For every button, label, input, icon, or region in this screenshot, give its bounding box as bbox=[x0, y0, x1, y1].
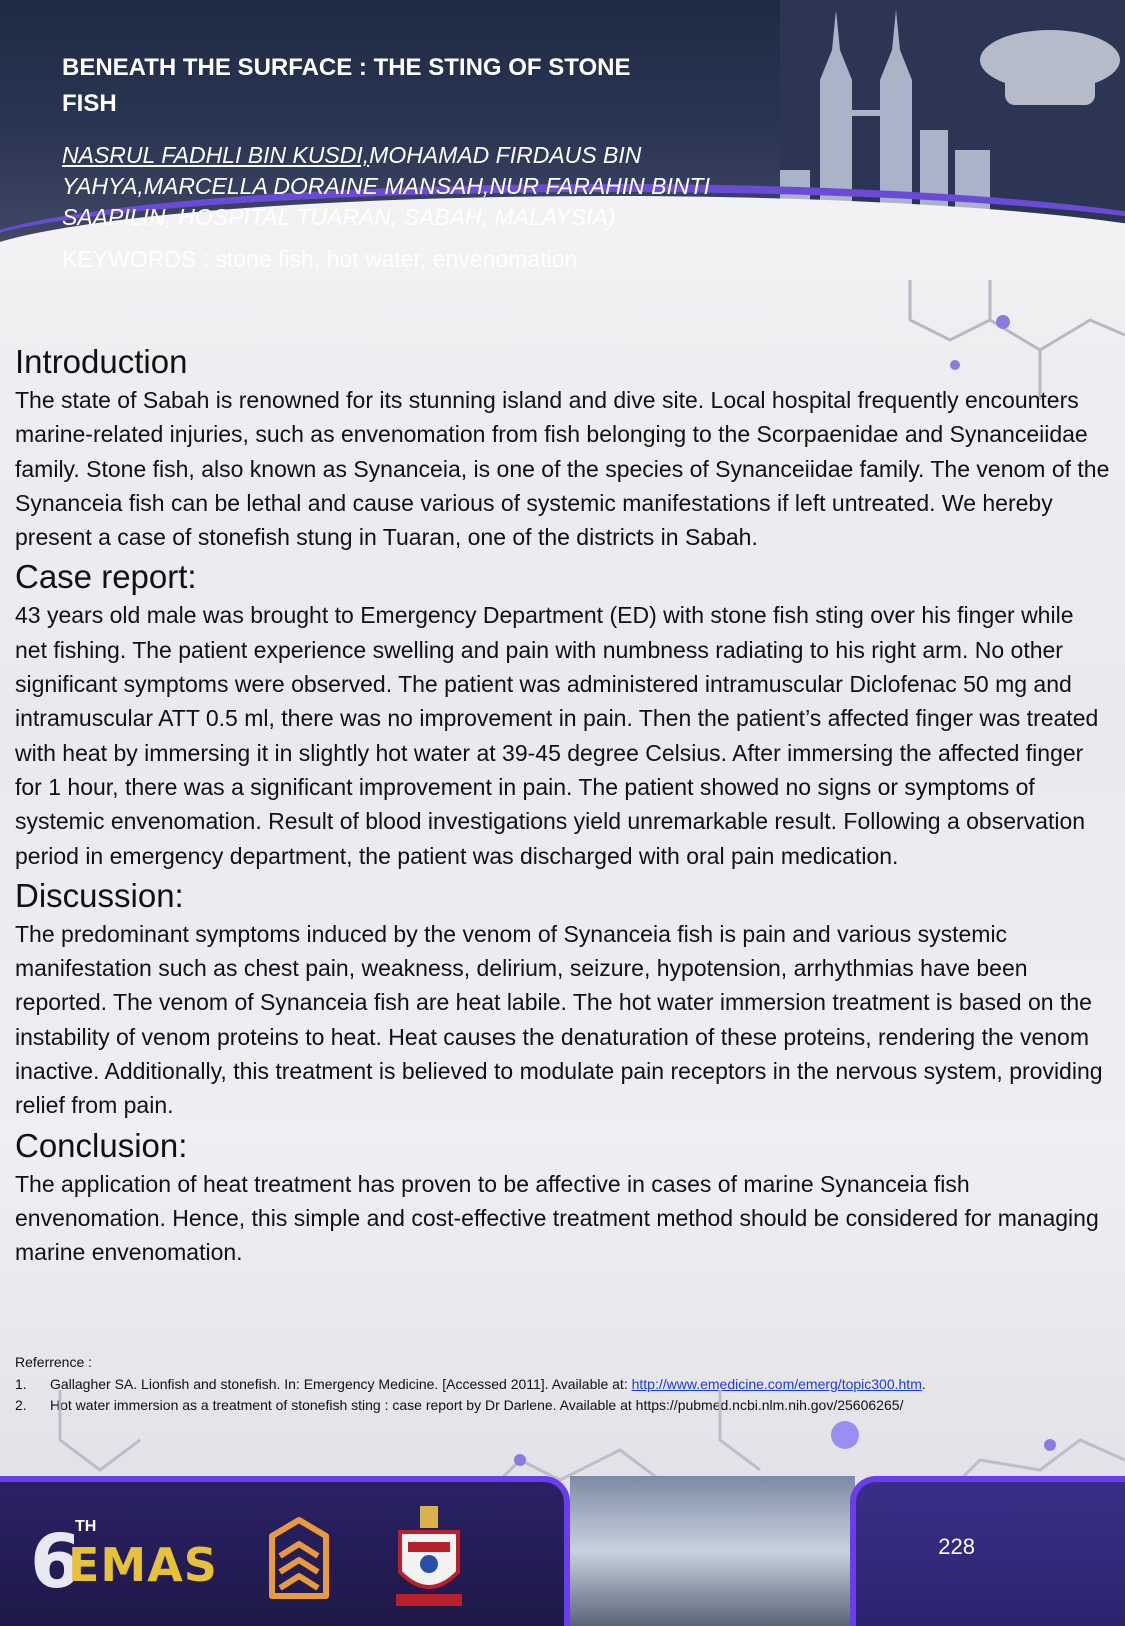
logo-emas: EMAS bbox=[68, 1538, 218, 1592]
reference-number: 1. bbox=[15, 1376, 27, 1392]
chevron-logo-icon bbox=[268, 1516, 330, 1602]
logo-suffix: TH bbox=[75, 1518, 97, 1535]
case-report-text: 43 years old male was brought to Emergency Department (ED) with stone fish sting over his finger while net fishing. The patient experience swelling and pain with numbness radiating to his right arm. No other significant symptoms were observed. The patient was administered intramuscular Diclofenac 50 mg and intramuscular ATT 0.5 ml, there was no improvement in pain. Then the patient’s affected finger was treated with heat by immersing it in slightly hot water at 39-45 degree Celsius. After immersing the affected finger for 1 hour, there was a significant improvement in pain. The patient showed no signs or symptoms of systemic envenomation. Result of blood investigations yield unremarkable result. Following a observation period in emergency department, the patient was discharged with oral pain medication. bbox=[15, 602, 1099, 869]
case-report-heading: Case report: bbox=[15, 558, 197, 596]
introduction-heading: Introduction bbox=[15, 343, 188, 380]
footer-storm-image bbox=[570, 1476, 855, 1626]
discussion-heading: Discussion: bbox=[15, 876, 184, 914]
conclusion-heading: Conclusion: bbox=[15, 1126, 188, 1164]
header-banner bbox=[0, 0, 1125, 280]
page-title: BENEATH THE SURFACE : THE STING OF STONE FISH bbox=[62, 54, 631, 117]
article-body bbox=[15, 343, 1110, 1274]
references-title: Referrence : bbox=[15, 1354, 93, 1370]
other-authors: MOHAMAD FIRDAUS BIN YAHYA,MARCELLA DORAINE MANSAH,NUR FARAHIN BINTI SAAPILIN, HOSPITAL TUARAN, SABAH, MALAYSIA) bbox=[62, 142, 710, 230]
introduction-text: The state of Sabah is renowned for its stunning island and dive site. Local hospital frequently encounters marine-related injuries, such as envenomation from fish belonging to the Scorpaenidae and Synanceiidae family. Stone fish, also known as Synanceia, is one of the species of Synanceiidae family. The venom of the Synanceia fish can be lethal and cause various of systemic manifestations if left untreated. We hereby present a case of stonefish stung in Tuaran, one of the districts in Sabah. bbox=[15, 387, 1110, 551]
reference-number: 2. bbox=[15, 1397, 27, 1413]
keywords: KEYWORDS : stone fish, hot water, envenomation bbox=[62, 246, 578, 272]
authors bbox=[62, 140, 762, 233]
page-number: 228 bbox=[938, 1534, 975, 1559]
first-author: NASRUL FADHLI BIN KUSDI, bbox=[62, 142, 370, 168]
footer-right-panel bbox=[850, 1476, 1125, 1626]
reference-link[interactable]: http://www.emedicine.com/emerg/topic300.htm bbox=[631, 1376, 922, 1392]
crest-logo-icon bbox=[390, 1502, 468, 1612]
footer bbox=[0, 1476, 1125, 1626]
footer-left-panel bbox=[0, 1476, 570, 1626]
discussion-text: The predominant symptoms induced by the venom of Synanceia fish is pain and various systemic manifestation such as chest pain, weakness, delirium, seizure, hypotension, arrhythmias have been reported. The venom of Synanceia fish are heat labile. The hot water immersion treatment is based on the instability of venom proteins to heat. Heat causes the denaturation of these proteins, rendering the venom inactive. Additionally, this treatment is believed to modulate pain receptors in the nervous system, providing relief from pain. bbox=[15, 920, 1103, 1119]
reference-text: Gallagher SA. Lionfish and stonefish. In: Emergency Medicine. [Accessed 2011]. Available at: http://www.emedicine.com/emerg/topic300.htm. bbox=[50, 1376, 926, 1392]
reference-text: Hot water immersion as a treatment of stonefish sting : case report by Dr Darlene. Available at https://pubmed.ncbi.nlm.nih.gov/25606265/ bbox=[50, 1397, 904, 1413]
logo-number: 6 bbox=[30, 1519, 82, 1605]
conclusion-text: The application of heat treatment has proven to be affective in cases of marine Synanceia fish envenomation. Hence, this simple and cost-effective treatment method should be considered for managing marine envenomation. bbox=[15, 1170, 1099, 1266]
